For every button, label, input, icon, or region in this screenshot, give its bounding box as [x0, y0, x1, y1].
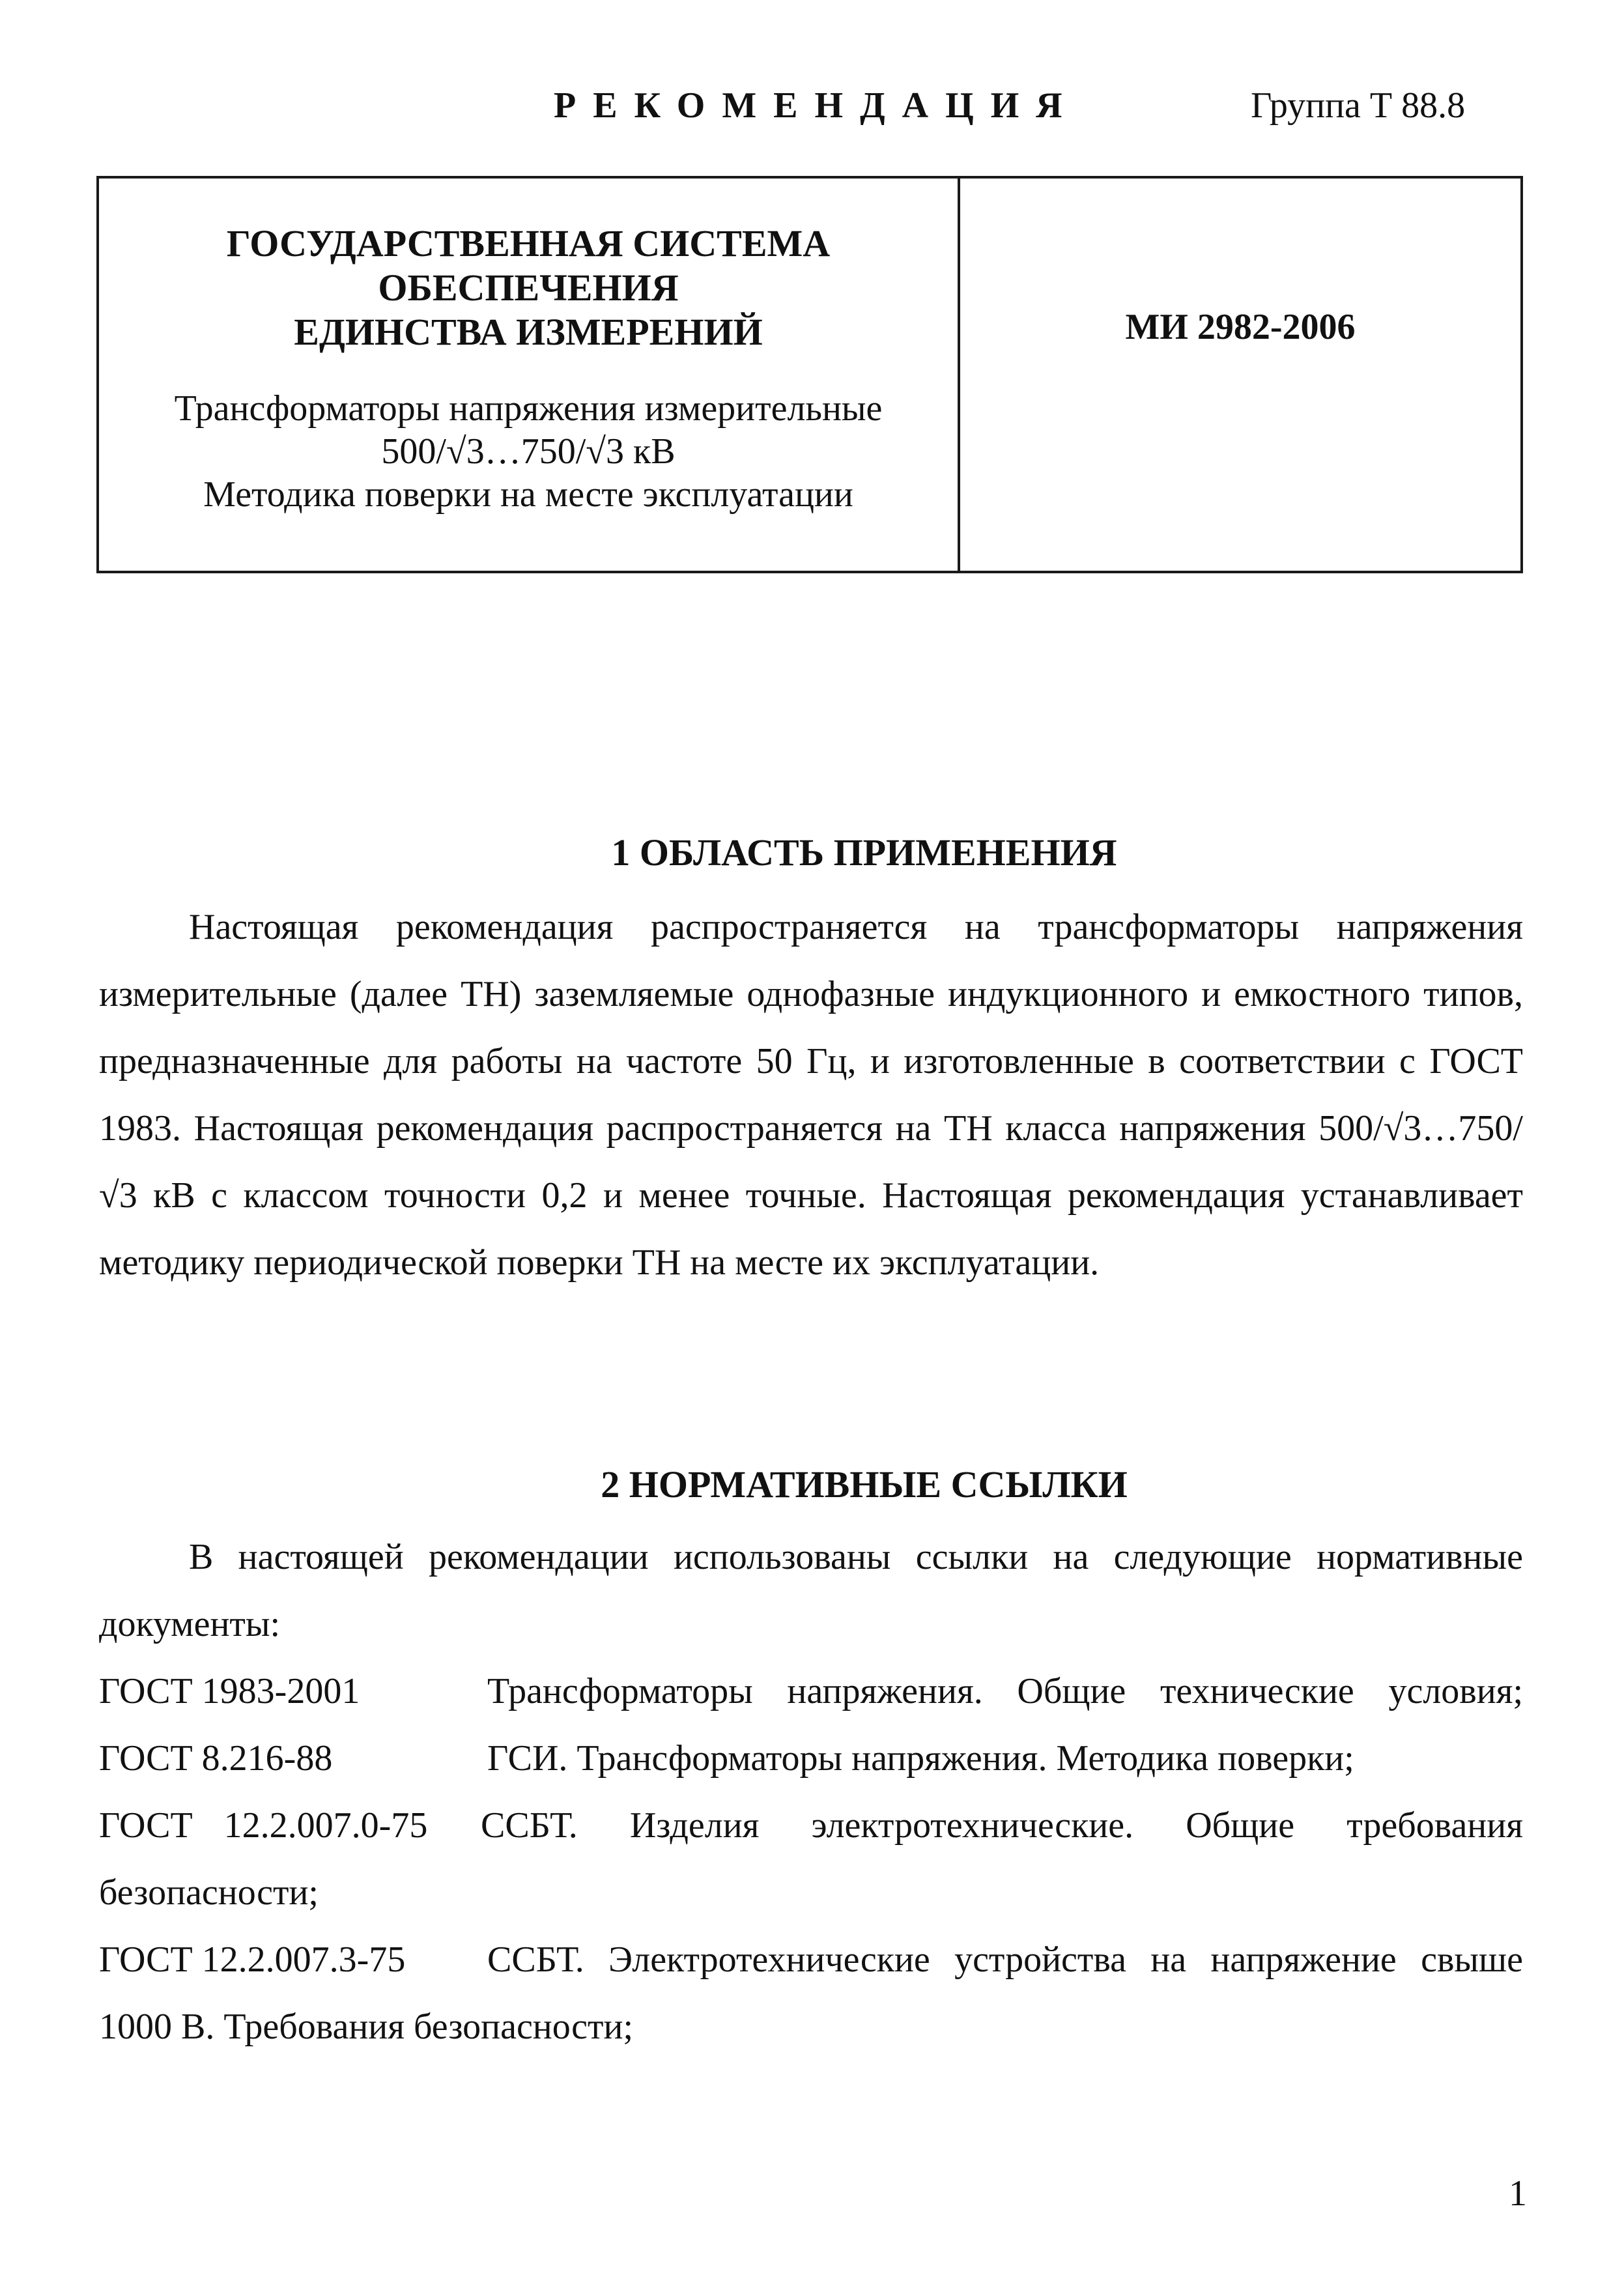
reference-description: ССБТ. Изделия электротехнические. Общие требования	[481, 1805, 1523, 1846]
title-block-left	[99, 222, 958, 516]
section-2-title: 2 НОРМАТИВНЫЕ ССЫЛКИ	[601, 1463, 1128, 1506]
reference-code: ГОСТ 12.2.007.3-75	[99, 1939, 406, 1980]
document-code: МИ 2982-2006	[1125, 307, 1356, 347]
reference-code: ГОСТ 8.216-88	[99, 1738, 333, 1779]
section-2-intro: В настоящей рекомендации использованы ссылки на следующие нормативные документы:	[99, 1537, 1523, 1644]
subtitle	[99, 387, 958, 516]
subtitle-line-1: Трансформаторы напряжения измерительные	[174, 388, 883, 429]
page-number: 1	[1509, 2173, 1527, 2214]
subtitle-line-3: Методика поверки на месте эксплуатации	[203, 474, 853, 515]
reference-description: ССБТ. Электротехнические устройства на напряжение свыше	[487, 1939, 1523, 1980]
reference-description: Трансформаторы напряжения. Общие технические условия;	[487, 1671, 1523, 1711]
reference-continuation: 1000 В. Требования безопасности;	[99, 2007, 634, 2047]
system-title-line-3: ЕДИНСТВА ИЗМЕРЕНИЙ	[294, 311, 763, 353]
title-block-divider	[958, 176, 960, 573]
system-title-line-2: ОБЕСПЕЧЕНИЯ	[378, 266, 679, 309]
reference-description: ГСИ. Трансформаторы напряжения. Методика поверки;	[487, 1738, 1354, 1779]
subtitle-line-2: 500/√3…750/√3 кВ	[381, 431, 676, 472]
recommendation-heading: РЕКОМЕНДАЦИЯ	[554, 85, 1079, 126]
reference-code: ГОСТ 12.2.007.0-75	[99, 1805, 428, 1846]
system-title-line-1: ГОСУДАРСТВЕННАЯ СИСТЕМА	[226, 222, 831, 265]
group-label: Группа Т 88.8	[1251, 85, 1466, 126]
reference-code: ГОСТ 1983-2001	[99, 1671, 360, 1711]
reference-continuation: безопасности;	[99, 1872, 319, 1913]
section-1-text: Настоящая рекомендация распространяется на трансформаторы напряжения измерительные (далее ТН) заземляемые однофазные индукционного и емкостного типов, предназначенные для работы на частоте 50 Гц, и изготовленные в соответствии с ГОСТ 1983. Настоящая рекомендация распространяется на ТН класса напряжения 500/√3…750/√3 кВ с классом точности 0,2 и менее точные. Настоящая рекомендация устанавливает методику периодической поверки ТН на месте их эксплуатации.	[99, 907, 1523, 1283]
section-1-title: 1 ОБЛАСТЬ ПРИМЕНЕНИЯ	[611, 831, 1117, 874]
